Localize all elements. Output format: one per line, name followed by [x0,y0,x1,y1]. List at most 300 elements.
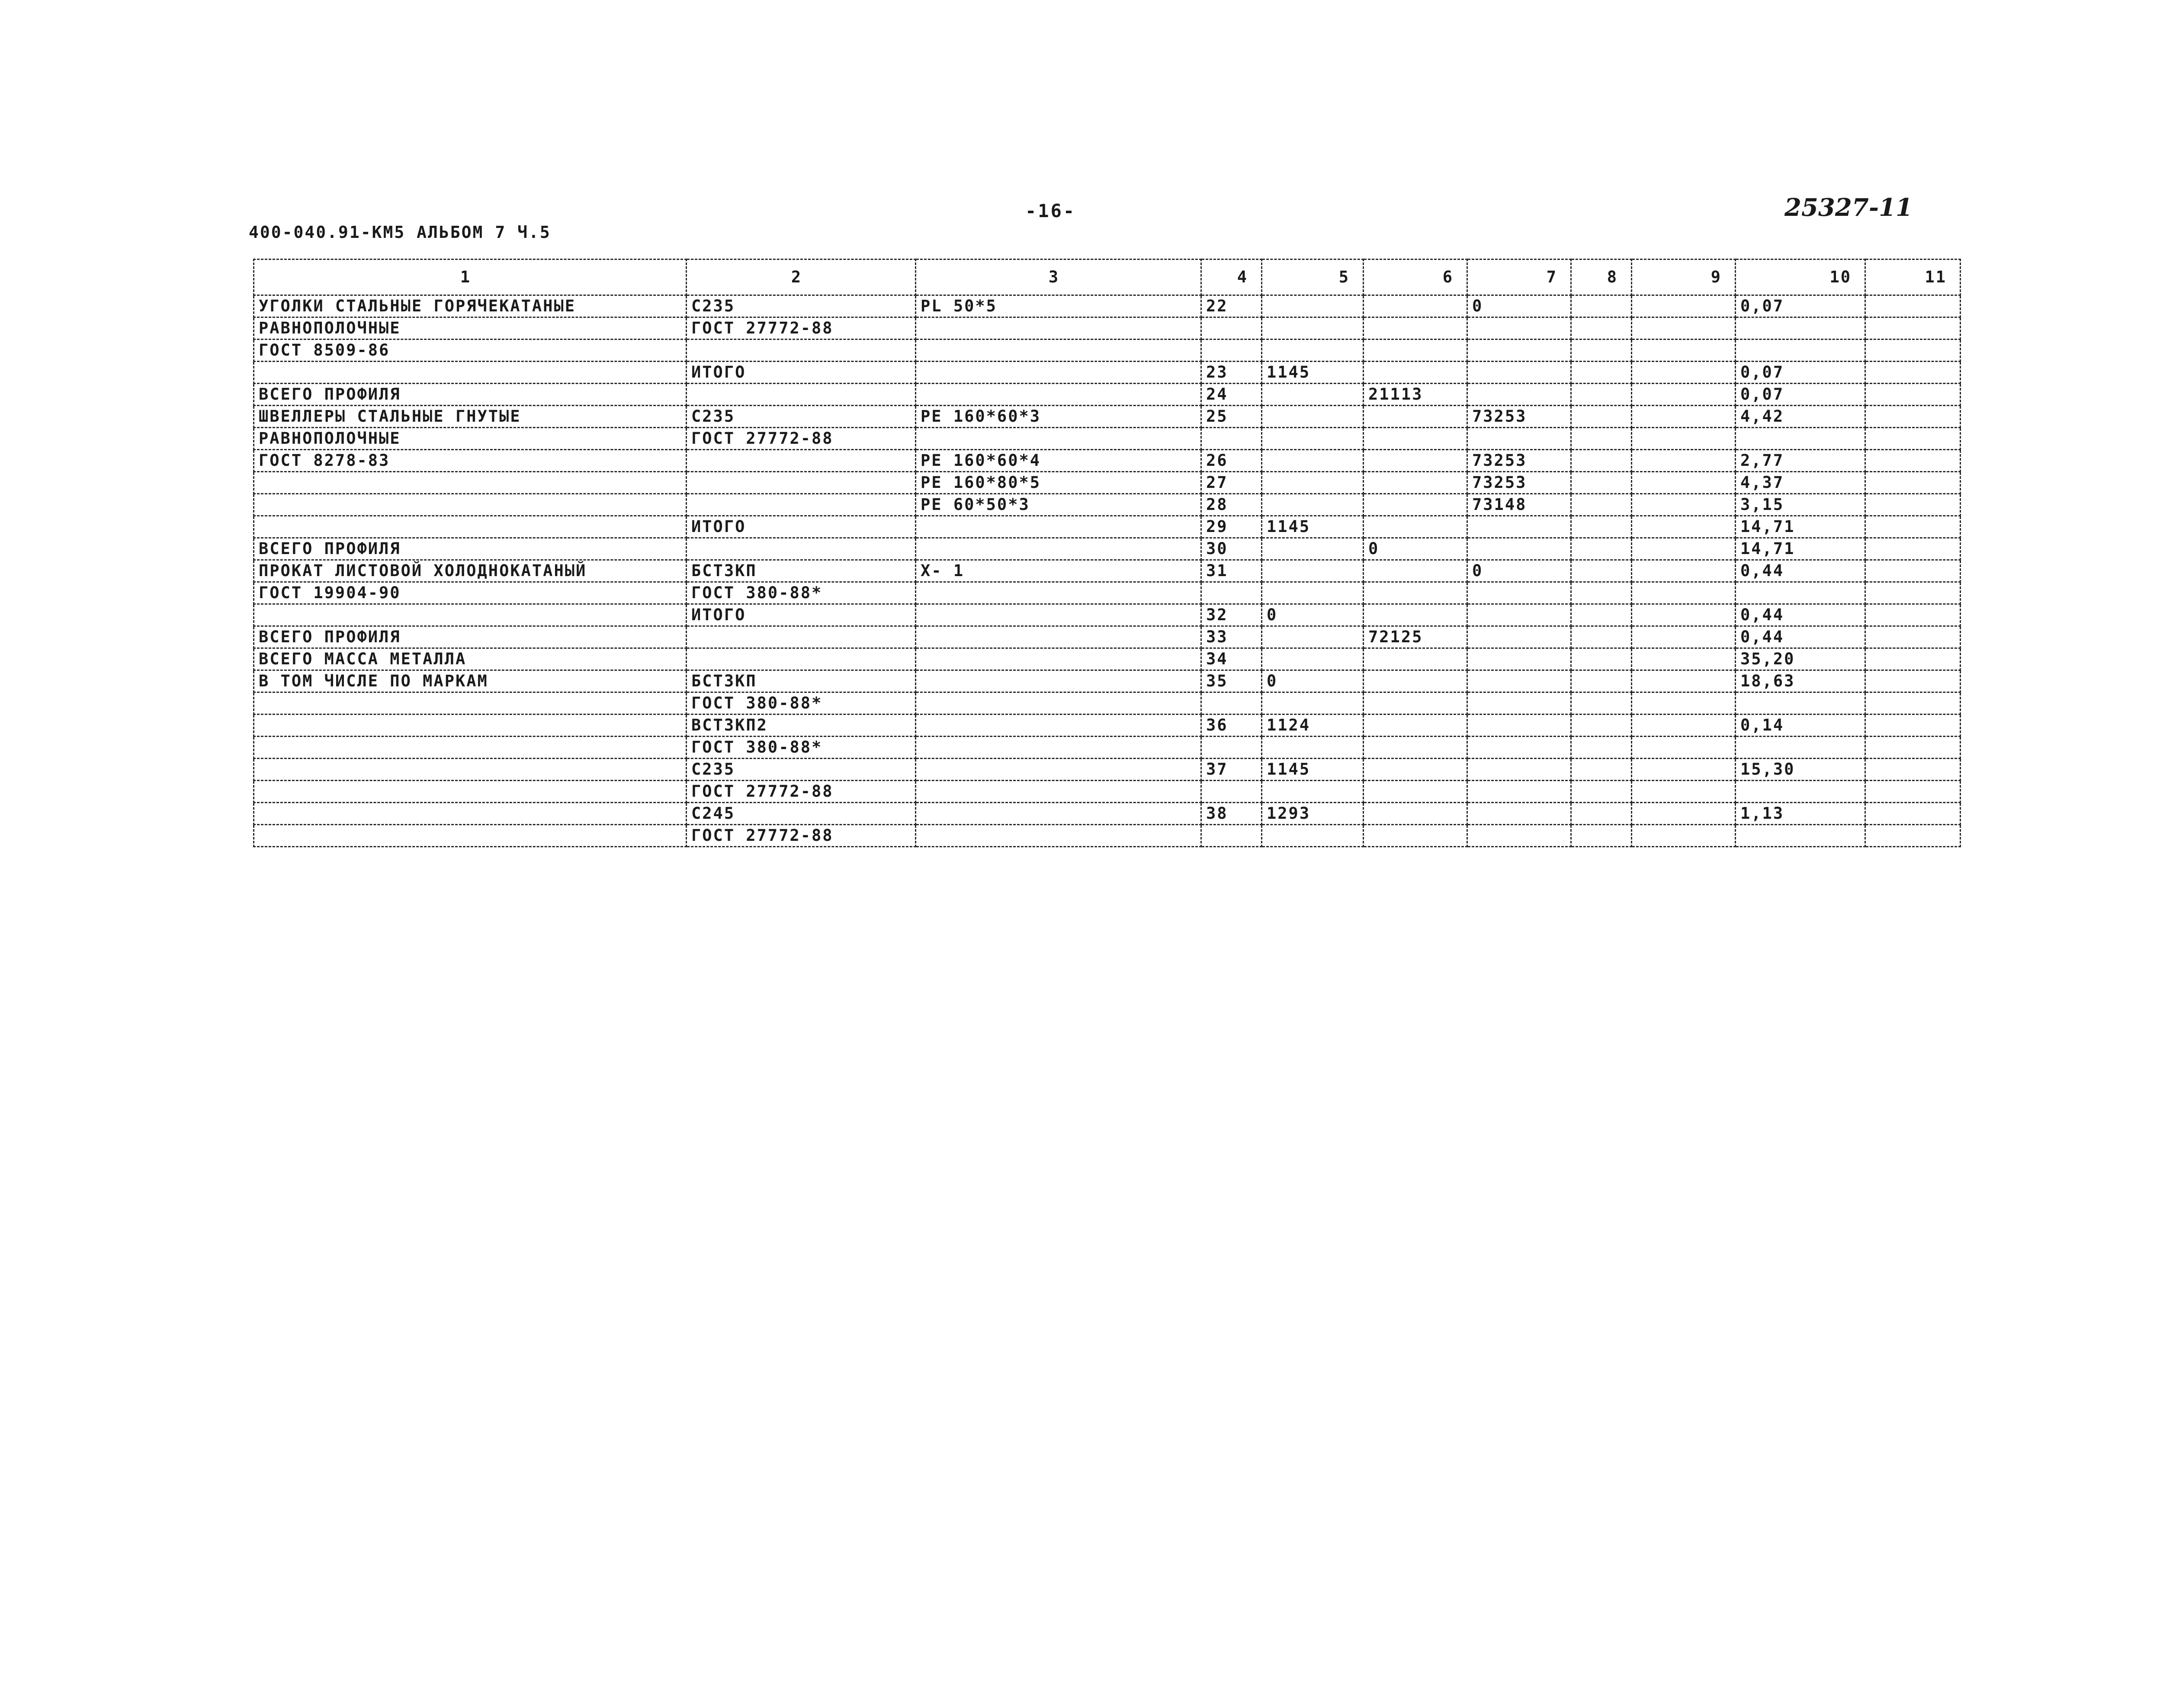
table-cell [1571,648,1632,670]
table-cell [1632,759,1736,781]
table-cell [916,670,1201,692]
table-cell [1364,340,1467,362]
table-cell [1467,340,1571,362]
table-cell [1364,737,1467,759]
table-cell: 0 [1364,538,1467,560]
table-cell [1571,670,1632,692]
column-header: 7 [1467,260,1571,295]
table-cell [1632,295,1736,317]
table-cell: ГОСТ 8509-86 [254,340,687,362]
table-row [254,560,1961,582]
table-cell [916,317,1201,340]
table-cell: С235 [687,759,916,781]
table-cell [1201,781,1262,803]
table-row [254,538,1961,560]
table-row [254,384,1961,406]
table-cell [1571,406,1632,428]
table-row [254,670,1961,692]
table-row [254,516,1961,538]
table-cell [1364,759,1467,781]
table-cell: 30 [1201,538,1262,560]
table-cell [1262,406,1364,428]
table-cell [1364,670,1467,692]
table-body [254,295,1961,847]
table-cell [254,737,687,759]
table-cell [687,494,916,516]
table-cell [1571,538,1632,560]
table-cell [1632,472,1736,494]
table-cell [916,340,1201,362]
table-cell [1262,340,1364,362]
table-row [254,825,1961,847]
sheet-mark: 25327-11 [1784,193,1913,222]
table-cell [1736,781,1865,803]
table-cell: 35 [1201,670,1262,692]
table-cell: ГОСТ 380-88* [687,692,916,715]
table-cell [1865,715,1961,737]
table-cell: 28 [1201,494,1262,516]
table-cell [1467,604,1571,626]
table-cell [1201,317,1262,340]
table-cell [1467,715,1571,737]
table-cell [1262,494,1364,516]
document-code: 400-040.91-КМ5 АЛЬБОМ 7 Ч.5 [249,223,551,242]
table-cell: 15,30 [1736,759,1865,781]
table-cell [1467,737,1571,759]
table-cell [1262,538,1364,560]
table-cell [1865,670,1961,692]
table-cell [1865,604,1961,626]
table-cell [1865,825,1961,847]
table-cell [1632,450,1736,472]
table-cell [254,692,687,715]
table-cell [1262,692,1364,715]
table-cell [916,781,1201,803]
table-cell [1364,317,1467,340]
table-cell [1632,626,1736,648]
table-cell [1865,781,1961,803]
table-cell [1865,538,1961,560]
table-cell [1571,759,1632,781]
table-row [254,472,1961,494]
table-row [254,803,1961,825]
table-cell: 27 [1201,472,1262,494]
table-cell [1865,472,1961,494]
table-cell [1571,494,1632,516]
table-cell [687,384,916,406]
table-cell [1571,472,1632,494]
table-row [254,692,1961,715]
table-cell: 0,07 [1736,295,1865,317]
table-cell [1262,428,1364,450]
table-cell [1262,450,1364,472]
table-row [254,648,1961,670]
table-cell: 0,14 [1736,715,1865,737]
table-cell [1865,692,1961,715]
table-cell [1571,626,1632,648]
table-cell [1571,560,1632,582]
page-number: -16- [1025,200,1076,221]
table-cell [1571,317,1632,340]
table-cell [1262,472,1364,494]
table-cell [1632,516,1736,538]
table-cell [254,604,687,626]
table-cell: 23 [1201,362,1262,384]
table-cell: 1,13 [1736,803,1865,825]
table-cell [1364,560,1467,582]
table-cell [1262,295,1364,317]
table-cell: ГОСТ 380-88* [687,582,916,604]
table-row [254,406,1961,428]
table-cell [1736,737,1865,759]
table-cell [1865,648,1961,670]
table-cell: 1145 [1262,362,1364,384]
table-row [254,781,1961,803]
table-cell [1632,803,1736,825]
table-cell [1632,604,1736,626]
table-cell: 0,44 [1736,560,1865,582]
table-cell: 31 [1201,560,1262,582]
table-row [254,715,1961,737]
table-cell [1262,737,1364,759]
table-cell: 1145 [1262,759,1364,781]
table-cell: PE 160*60*3 [916,406,1201,428]
table-cell [1571,781,1632,803]
column-header: 8 [1571,260,1632,295]
table-cell [1364,428,1467,450]
table-cell: ГОСТ 8278-83 [254,450,687,472]
table-cell: УГОЛКИ СТАЛЬНЫЕ ГОРЯЧЕКАТАНЫЕ [254,295,687,317]
table-cell: 21113 [1364,384,1467,406]
table-cell: 32 [1201,604,1262,626]
table-cell [916,737,1201,759]
table-cell [1571,384,1632,406]
table-cell [1571,450,1632,472]
table-cell [1467,759,1571,781]
table-cell [1736,692,1865,715]
table-cell [916,604,1201,626]
table-cell [1571,737,1632,759]
table-cell [916,582,1201,604]
table-cell [1865,317,1961,340]
column-header: 10 [1736,260,1865,295]
table-cell [1262,648,1364,670]
column-header: 11 [1865,260,1961,295]
table-cell [1571,516,1632,538]
table-cell [1467,781,1571,803]
table-cell: 29 [1201,516,1262,538]
table-cell [687,648,916,670]
table-cell: С235 [687,295,916,317]
table-cell [1467,428,1571,450]
table-cell [254,781,687,803]
table-cell: 3,15 [1736,494,1865,516]
table-row [254,494,1961,516]
table-cell: 1293 [1262,803,1364,825]
table-cell [687,450,916,472]
table-cell: 0 [1262,670,1364,692]
table-cell: 38 [1201,803,1262,825]
table-cell [1571,295,1632,317]
column-header: 5 [1262,260,1364,295]
table-cell [1632,317,1736,340]
table-cell [1571,340,1632,362]
table-cell [1865,406,1961,428]
table-cell: 33 [1201,626,1262,648]
table-cell: ВСЕГО ПРОФИЛЯ [254,626,687,648]
table-cell [687,626,916,648]
table-cell [687,538,916,560]
table-cell: PE 60*50*3 [916,494,1201,516]
table-cell: ВСЕГО ПРОФИЛЯ [254,384,687,406]
table-cell [1467,538,1571,560]
table-cell [1262,384,1364,406]
table-cell [1364,450,1467,472]
table-cell: 1124 [1262,715,1364,737]
table-cell: 25 [1201,406,1262,428]
table-cell: ВСТ3КП2 [687,715,916,737]
table-cell [1467,825,1571,847]
table-cell: X- 1 [916,560,1201,582]
table-header [254,260,1961,295]
table-cell: ГОСТ 27772-88 [687,825,916,847]
table-cell [1201,737,1262,759]
table-cell: ВСЕГО МАССА МЕТАЛЛА [254,648,687,670]
table-cell [1632,340,1736,362]
table-cell: 36 [1201,715,1262,737]
table-cell [1571,692,1632,715]
table-cell [916,538,1201,560]
table-cell [916,428,1201,450]
table-cell: С235 [687,406,916,428]
table-cell: 24 [1201,384,1262,406]
table-cell: 1145 [1262,516,1364,538]
table-cell: ГОСТ 19904-90 [254,582,687,604]
table-cell [1865,560,1961,582]
table-row [254,737,1961,759]
table-cell [1467,362,1571,384]
table-row [254,450,1961,472]
table-cell [1201,428,1262,450]
table-cell: ПРОКАТ ЛИСТОВОЙ ХОЛОДНОКАТАНЫЙ [254,560,687,582]
table-cell [1632,406,1736,428]
table-cell [254,759,687,781]
table-cell [1632,362,1736,384]
specification-table [253,259,1961,847]
table-cell [1865,737,1961,759]
table-cell [1467,626,1571,648]
table-cell: 73253 [1467,406,1571,428]
table-cell [254,825,687,847]
table-cell [1467,582,1571,604]
table-cell [1364,825,1467,847]
table-cell: 73253 [1467,450,1571,472]
table-cell [1364,781,1467,803]
table-cell [1632,781,1736,803]
table-cell: ИТОГО [687,362,916,384]
table-cell: PE 160*80*5 [916,472,1201,494]
table-cell [916,825,1201,847]
table-cell [1736,340,1865,362]
table-cell [1632,825,1736,847]
table-row [254,428,1961,450]
table-cell [1865,428,1961,450]
table-cell [1571,582,1632,604]
table-cell: ШВЕЛЛЕРЫ СТАЛЬНЫЕ ГНУТЫЕ [254,406,687,428]
table-cell [1865,295,1961,317]
table-cell [254,494,687,516]
table-row [254,295,1961,317]
table-cell [1736,317,1865,340]
table-cell [1632,494,1736,516]
table-cell [1364,582,1467,604]
table-cell: 0,44 [1736,626,1865,648]
table-cell [1736,825,1865,847]
table-cell [254,472,687,494]
column-header: 1 [254,260,687,295]
table-cell [1364,715,1467,737]
column-header: 3 [916,260,1201,295]
table-cell: В ТОМ ЧИСЛЕ ПО МАРКАМ [254,670,687,692]
table-cell: 0 [1262,604,1364,626]
table-cell [916,362,1201,384]
table-cell: PE 160*60*4 [916,450,1201,472]
column-header: 9 [1632,260,1736,295]
table-cell [1364,604,1467,626]
table-cell [916,648,1201,670]
table-cell [916,384,1201,406]
table-cell [1467,670,1571,692]
table-cell [254,516,687,538]
table-row [254,340,1961,362]
table-cell [1736,428,1865,450]
table-cell [1632,737,1736,759]
table-cell [1865,494,1961,516]
table-cell [1632,384,1736,406]
table-cell [254,715,687,737]
table-cell [1632,538,1736,560]
table-cell [1262,582,1364,604]
table-cell [1571,428,1632,450]
table-cell [916,803,1201,825]
table-cell [1865,626,1961,648]
table-cell: 0,07 [1736,362,1865,384]
table-cell [687,340,916,362]
table-cell [1262,560,1364,582]
table-cell [1262,825,1364,847]
column-header: 4 [1201,260,1262,295]
table-cell [1865,803,1961,825]
table-cell: ГОСТ 27772-88 [687,781,916,803]
table-cell [1632,692,1736,715]
table-cell: 72125 [1364,626,1467,648]
table-cell [1364,803,1467,825]
table-cell [1467,692,1571,715]
table-cell: 0 [1467,295,1571,317]
table-row [254,582,1961,604]
table-cell [916,692,1201,715]
table-row [254,626,1961,648]
table-cell [1262,317,1364,340]
table-cell: PL 50*5 [916,295,1201,317]
table-cell: 18,63 [1736,670,1865,692]
table-cell: ГОСТ 380-88* [687,737,916,759]
table-row [254,362,1961,384]
table-cell [1201,825,1262,847]
column-header: 6 [1364,260,1467,295]
table-cell [1364,406,1467,428]
table-cell: 34 [1201,648,1262,670]
table-cell: 35,20 [1736,648,1865,670]
table-cell [687,472,916,494]
table-cell [1467,803,1571,825]
table-cell [1865,340,1961,362]
table-cell: ИТОГО [687,604,916,626]
table-cell [1364,648,1467,670]
table-cell [1632,648,1736,670]
table-cell: РАВНОПОЛОЧНЫЕ [254,317,687,340]
table-cell [1262,626,1364,648]
table-row [254,317,1961,340]
table-row [254,604,1961,626]
table-cell [1865,450,1961,472]
table-cell [1364,472,1467,494]
table-cell [916,759,1201,781]
table-cell [1865,362,1961,384]
table-cell [1632,582,1736,604]
table-cell [1865,582,1961,604]
table-cell: 37 [1201,759,1262,781]
table-cell: 14,71 [1736,516,1865,538]
table-cell [916,626,1201,648]
table-cell: ГОСТ 27772-88 [687,428,916,450]
table-cell: 0 [1467,560,1571,582]
table-cell [1865,516,1961,538]
table-cell [1865,384,1961,406]
table-cell [254,803,687,825]
table-cell [1571,825,1632,847]
table-cell: 4,42 [1736,406,1865,428]
table-cell: 0,07 [1736,384,1865,406]
table-cell [1571,362,1632,384]
table-cell [1736,582,1865,604]
table-cell: ИТОГО [687,516,916,538]
table-cell: ГОСТ 27772-88 [687,317,916,340]
table-cell [254,362,687,384]
table-cell [1364,494,1467,516]
table-cell [1571,715,1632,737]
table-cell: БСТ3КП [687,670,916,692]
table-cell [1632,670,1736,692]
table-cell [1571,604,1632,626]
table-cell [1632,715,1736,737]
table-cell: 22 [1201,295,1262,317]
table-cell [1467,648,1571,670]
table-cell [1632,428,1736,450]
column-header: 2 [687,260,916,295]
table-cell: 4,37 [1736,472,1865,494]
table-cell [1364,295,1467,317]
table-cell [1201,692,1262,715]
table-cell [916,516,1201,538]
table-cell [1364,362,1467,384]
table-cell [1262,781,1364,803]
table-cell [1201,340,1262,362]
table-cell [1467,384,1571,406]
header-row [254,260,1961,295]
table-cell: ВСЕГО ПРОФИЛЯ [254,538,687,560]
table-cell: 0,44 [1736,604,1865,626]
